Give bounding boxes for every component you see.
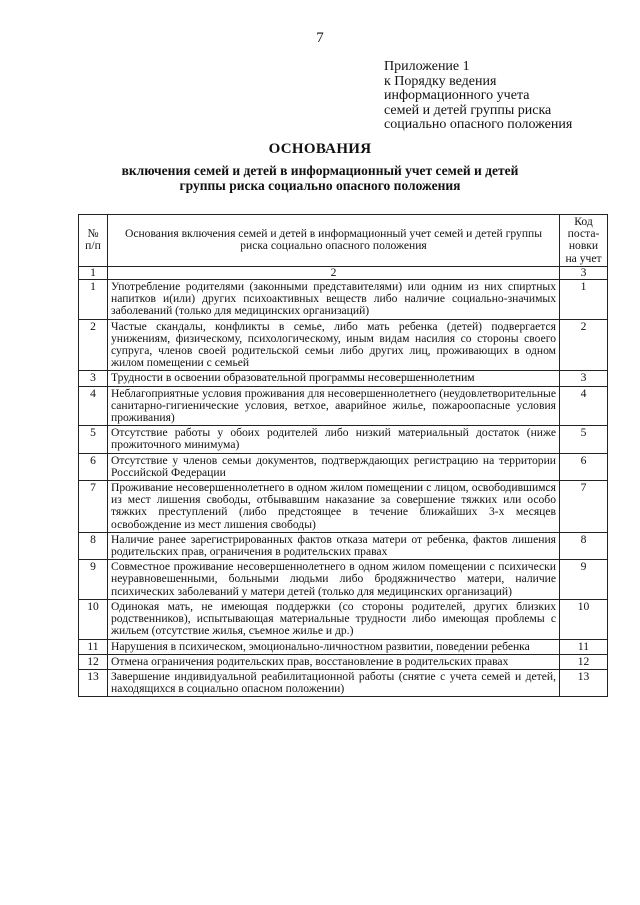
appendix-line: социально опасного положения	[384, 117, 573, 132]
table-row	[79, 654, 608, 669]
header-grounds: Основания включения семей и детей в информационный учет семей и детей группы риска социально опасного положения	[108, 215, 560, 267]
row-code: 3	[560, 371, 608, 386]
document-subtitle: включения семей и детей в информационный учет семей и детей группы риска социально опасного положения	[121, 163, 519, 193]
table-row	[79, 481, 608, 533]
row-number: 4	[79, 386, 108, 426]
row-code: 6	[560, 453, 608, 480]
row-number: 9	[79, 560, 108, 600]
row-grounds: Отсутствие работы у обоих родителей либо низкий материальный достаток (ниже прожиточного минимума)	[108, 426, 560, 453]
row-grounds: Частые скандалы, конфликты в семье, либо мать ребенка (детей) подвергается унижениям, физическому, психологическому, иным видам насилия со стороны своего супруга, членов своей родительской семьи либо других лиц, проживающих в одном жилом помещении с семьей	[108, 319, 560, 371]
grounds-table	[78, 214, 608, 697]
row-code: 5	[560, 426, 608, 453]
table-row	[79, 426, 608, 453]
row-code: 1	[560, 280, 608, 320]
row-grounds: Трудности в освоении образовательной программы несовершеннолетним	[108, 371, 560, 386]
appendix-line: Приложение 1	[384, 59, 470, 74]
table-row	[79, 669, 608, 696]
appendix-line: семей и детей группы риска	[384, 102, 552, 118]
row-grounds: Неблагоприятные условия проживания для несовершеннолетнего (неудовлетворительные санитарно-гигиенические условия, ветхое, аварийное жилье, пожароопасные условия проживания)	[108, 386, 560, 426]
row-number: 2	[79, 319, 108, 371]
row-grounds: Совместное проживание несовершеннолетнего в одном жилом помещении с психически неуравновешенными, больными людьми либо бродяжничество матери, наличие психических заболеваний у матери детей (только для медицинских организаций)	[108, 560, 560, 600]
document-title: ОСНОВАНИЯ	[268, 141, 372, 157]
row-grounds: Завершение индивидуальной реабилитационной работы (снятие с учета семей и детей, находящихся в социально опасном положении)	[108, 669, 560, 696]
index-cell: 2	[108, 266, 560, 279]
row-code: 9	[560, 560, 608, 600]
row-code: 7	[560, 481, 608, 533]
table-row	[79, 639, 608, 654]
header-code: Код поста-новки на учет	[560, 215, 608, 267]
row-number: 11	[79, 639, 108, 654]
index-cell: 3	[560, 266, 608, 279]
appendix-note	[384, 60, 572, 133]
appendix-line: к Порядку ведения	[384, 73, 497, 89]
page-number: 7	[316, 30, 324, 46]
index-cell: 1	[79, 266, 108, 279]
row-number: 3	[79, 371, 108, 386]
row-number: 6	[79, 453, 108, 480]
table-header-row	[79, 215, 608, 267]
table-index-row	[79, 266, 608, 279]
row-grounds: Наличие ранее зарегистрированных фактов отказа матери от ребенка, фактов лишения родительских прав, ограничения в родительских правах	[108, 532, 560, 559]
row-number: 13	[79, 669, 108, 696]
row-grounds: Нарушения в психическом, эмоционально-личностном развитии, поведении ребенка	[108, 639, 560, 654]
table-row	[79, 532, 608, 559]
row-number: 5	[79, 426, 108, 453]
row-grounds: Отмена ограничения родительских прав, восстановление в родительских правах	[108, 654, 560, 669]
row-code: 10	[560, 599, 608, 639]
row-code: 8	[560, 532, 608, 559]
row-code: 12	[560, 654, 608, 669]
row-code: 13	[560, 669, 608, 696]
row-grounds: Одинокая мать, не имеющая поддержки (со стороны родителей, других близких родственников), испытывающая материальные трудности либо имеющая проблемы с жильем (отсутствие жилья, съемное жилье и др.)	[108, 599, 560, 639]
table-row	[79, 386, 608, 426]
row-grounds: Отсутствие у членов семьи документов, подтверждающих регистрацию на территории Российской Федерации	[108, 453, 560, 480]
table-row	[79, 453, 608, 480]
row-number: 8	[79, 532, 108, 559]
table-row	[79, 280, 608, 320]
row-code: 4	[560, 386, 608, 426]
table-row	[79, 371, 608, 386]
row-number: 1	[79, 280, 108, 320]
header-number: № п/п	[79, 215, 108, 267]
appendix-line: информационного учета	[384, 88, 530, 103]
row-code: 2	[560, 319, 608, 371]
row-code: 11	[560, 639, 608, 654]
row-number: 12	[79, 654, 108, 669]
row-number: 7	[79, 481, 108, 533]
row-grounds: Проживание несовершеннолетнего в одном жилом помещении с лицом, освободившимся из мест лишения свободы, отбывавшим наказание за совершение тяжких или особо тяжких преступлений (либо предстоящее в течение ближайших 3-х месяцев освобождение из мест лишения свободы)	[108, 481, 560, 533]
table-row	[79, 599, 608, 639]
table-row	[79, 560, 608, 600]
table-row	[79, 319, 608, 371]
row-number: 10	[79, 599, 108, 639]
row-grounds: Употребление родителями (законными представителями) или одним из них спиртных напитков и(или) других психоактивных веществ либо наличие социально-значимых заболеваний (только для медицинских организаций)	[108, 280, 560, 320]
